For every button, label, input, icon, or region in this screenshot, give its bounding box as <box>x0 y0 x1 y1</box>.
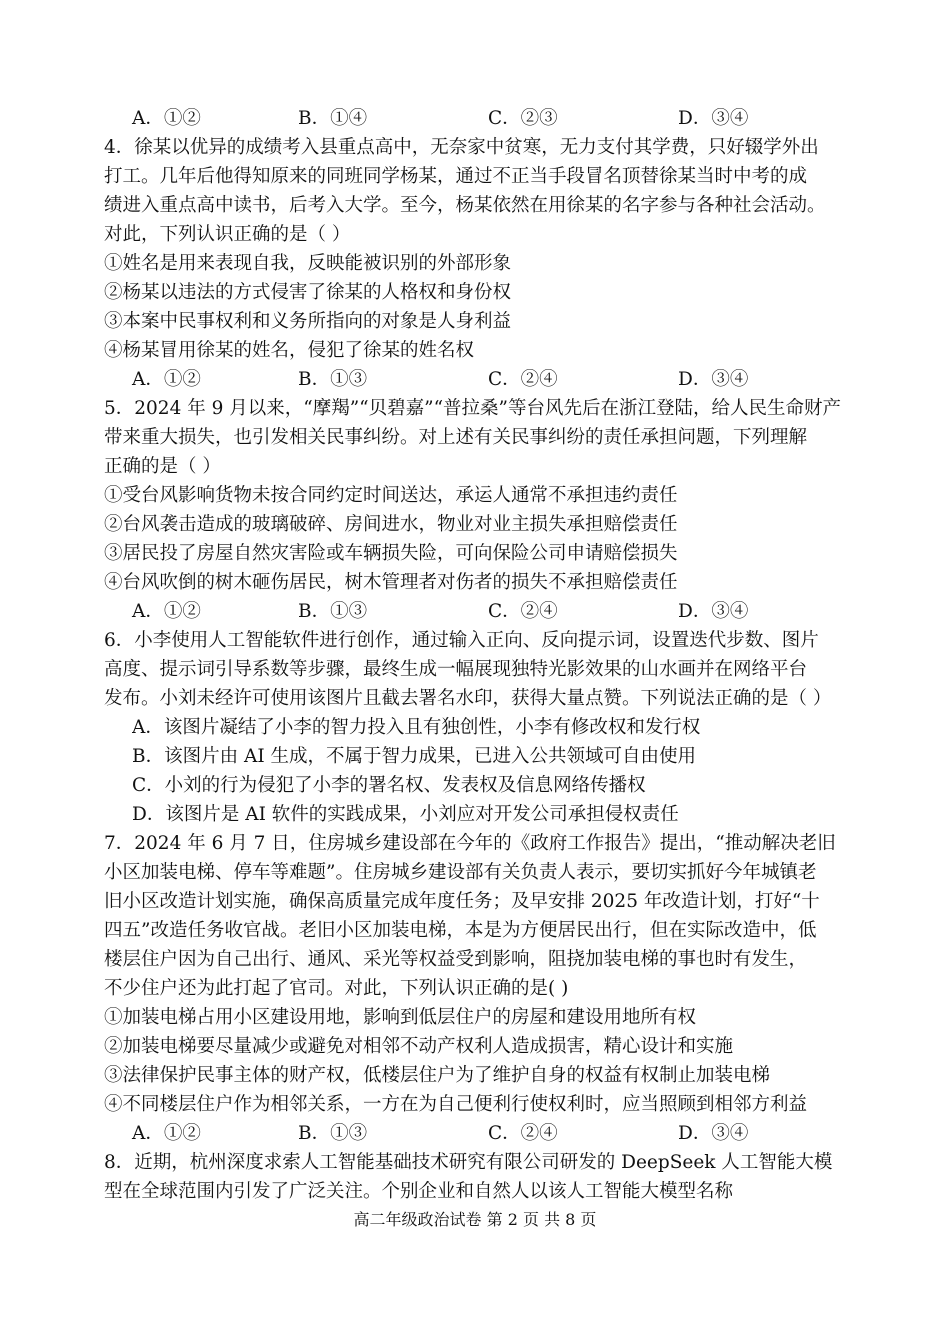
q4-item: ③本案中民事权利和义务所指向的对象是人身利益 <box>104 311 512 332</box>
option-b: B．①③ <box>298 1123 368 1144</box>
q5-options <box>132 597 792 626</box>
q7-stem-line: 四五”改造任务收官战。老旧小区加装电梯，本是为方便居民出行，但在实际改造中，低 <box>104 920 817 941</box>
option-c: C．②④ <box>488 601 558 622</box>
option-d: D．③④ <box>678 369 749 390</box>
q5-stem-line: 5．2024 年 9 月以来，“摩羯”“贝碧嘉”“普拉桑”等台风先后在浙江登陆，给人民生命财产 <box>104 398 842 419</box>
q4-stem-line: 对此，下列认识正确的是（ ） <box>104 224 351 245</box>
option-c: C．②④ <box>488 1123 558 1144</box>
q6-choice-d: D．该图片是 AI 软件的实践成果，小刘应对开发公司承担侵权责任 <box>132 804 679 825</box>
q8-stem-line: 8．近期，杭州深度求索人工智能基础技术研究有限公司研发的 DeepSeek 人工智能大模 <box>104 1152 833 1173</box>
q4-stem-line: 打工。几年后他得知原来的同班同学杨某，通过不正当手段冒名顶替徐某当时中考的成 <box>104 166 808 187</box>
q6-stem-line: 高度、提示词引导系数等步骤，最终生成一幅展现独特光影效果的山水画并在网络平台 <box>104 659 808 680</box>
option-d: D．③④ <box>678 601 749 622</box>
option-a: A．①② <box>132 601 201 622</box>
q6-stem-line: 6．小李使用人工智能软件进行创作，通过输入正向、反向提示词，设置迭代步数、图片 <box>104 630 819 651</box>
q7-stem-line: 楼层住户因为自己出行、通风、采光等权益受到影响，阻挠加装电梯的事也时有发生， <box>104 949 808 970</box>
q7-options <box>132 1119 792 1148</box>
option-c: C．②③ <box>488 108 558 129</box>
q5-item: ④台风吹倒的树木砸伤居民，树木管理者对伤者的损失不承担赔偿责任 <box>104 572 678 593</box>
option-b: B．①④ <box>298 108 368 129</box>
q6-choice-a: A．该图片凝结了小李的智力投入且有独创性，小李有修改权和发行权 <box>132 717 701 738</box>
option-d: D．③④ <box>678 108 749 129</box>
q7-item: ③法律保护民事主体的财产权，低楼层住户为了维护自身的权益有权制止加装电梯 <box>104 1065 771 1086</box>
q7-stem-line: 旧小区改造计划实施，确保高质量完成年度任务；及早安排 2025 年改造计划，打好“十 <box>104 891 820 912</box>
q4-item: ④杨某冒用徐某的姓名，侵犯了徐某的姓名权 <box>104 340 475 361</box>
q5-item: ②台风袭击造成的玻璃破碎、房间进水，物业对业主损失承担赔偿责任 <box>104 514 678 535</box>
q7-stem-line: 7．2024 年 6 月 7 日，住房城乡建设部在今年的《政府工作报告》提出，“推动解决老旧 <box>104 833 836 854</box>
q4-item: ②杨某以违法的方式侵害了徐某的人格权和身份权 <box>104 282 512 303</box>
option-a: A．①② <box>132 369 201 390</box>
option-b: B．①③ <box>298 601 368 622</box>
q5-stem-line: 带来重大损失，也引发相关民事纠纷。对上述有关民事纠纷的责任承担问题，下列理解 <box>104 427 808 448</box>
option-c: C．②④ <box>488 369 558 390</box>
q3-options <box>132 104 792 133</box>
q4-options <box>132 365 792 394</box>
q6-stem-line: 发布。小刘未经许可使用该图片且截去署名水印，获得大量点赞。下列说法正确的是（ ） <box>104 688 832 709</box>
option-a: A．①② <box>132 108 201 129</box>
q8-stem-line: 型在全球范围内引发了广泛关注。个别企业和自然人以该人工智能大模型名称 <box>104 1181 734 1202</box>
q7-stem-line: 不少住户还为此打起了官司。对此，下列认识正确的是( ) <box>104 978 569 999</box>
q4-stem-line: 绩进入重点高中读书，后考入大学。至今，杨某依然在用徐某的名字参与各种社会活动。 <box>104 195 826 216</box>
q7-item: ②加装电梯要尽量减少或避免对相邻不动产权利人造成损害，精心设计和实施 <box>104 1036 734 1057</box>
q5-stem-line: 正确的是（ ） <box>104 456 221 477</box>
option-b: B．①③ <box>298 369 368 390</box>
option-d: D．③④ <box>678 1123 749 1144</box>
q7-stem-line: 小区加装电梯、停车等难题”。住房城乡建设部有关负责人表示，要切实抓好今年城镇老 <box>104 862 817 883</box>
q4-item: ①姓名是用来表现自我，反映能被识别的外部形象 <box>104 253 512 274</box>
q5-item: ③居民投了房屋自然灾害险或车辆损失险，可向保险公司申请赔偿损失 <box>104 543 678 564</box>
q4-stem-line: 4．徐某以优异的成绩考入县重点高中，无奈家中贫寒，无力支付其学费，只好辍学外出 <box>104 137 819 158</box>
q7-item: ④不同楼层住户作为相邻关系，一方在为自己便利行使权利时，应当照顾到相邻方利益 <box>104 1094 808 1115</box>
page-footer: 高二年级政治试卷 第 2 页 共 8 页 <box>353 1210 597 1229</box>
q7-item: ①加装电梯占用小区建设用地，影响到低层住户的房屋和建设用地所有权 <box>104 1007 697 1028</box>
q5-item: ①受台风影响货物未按合同约定时间送达，承运人通常不承担违约责任 <box>104 485 678 506</box>
option-a: A．①② <box>132 1123 201 1144</box>
q6-choice-b: B．该图片由 AI 生成，不属于智力成果，已进入公共领域可自由使用 <box>132 746 697 767</box>
q6-choice-c: C．小刘的行为侵犯了小李的署名权、发表权及信息网络传播权 <box>132 775 646 796</box>
